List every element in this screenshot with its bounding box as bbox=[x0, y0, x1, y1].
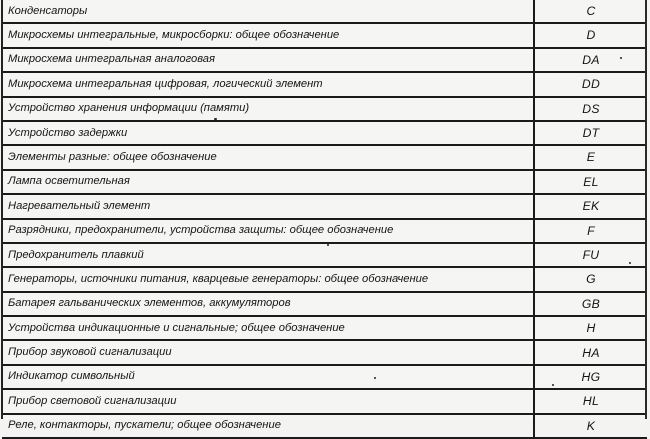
row-code: FU bbox=[534, 243, 647, 267]
row-description: Устройство хранения информации (памяти) bbox=[2, 97, 534, 121]
row-code: DT bbox=[534, 121, 647, 145]
scan-speck bbox=[620, 57, 622, 59]
table-row bbox=[2, 389, 647, 413]
row-description: Устройство задержки bbox=[2, 121, 534, 145]
table-row bbox=[2, 219, 647, 243]
row-code: DS bbox=[534, 97, 647, 121]
scan-speck bbox=[552, 384, 554, 386]
row-description: Элементы разные: общее обозначение bbox=[2, 145, 534, 169]
table-row bbox=[2, 316, 647, 340]
scan-speck bbox=[214, 118, 217, 120]
row-code: D bbox=[534, 23, 647, 47]
row-description: Устройства индикационные и сигнальные; общее обозначение bbox=[2, 316, 534, 340]
row-code: GB bbox=[534, 292, 647, 316]
table-row bbox=[2, 340, 647, 364]
row-code: EL bbox=[534, 170, 647, 194]
table-row bbox=[2, 194, 647, 218]
row-description: Прибор звуковой сигнализации bbox=[2, 340, 534, 364]
row-description: Лампа осветительная bbox=[2, 170, 534, 194]
scan-speck bbox=[629, 262, 631, 264]
row-description: Прибор световой сигнализации bbox=[2, 389, 534, 413]
table-row bbox=[2, 23, 647, 47]
scan-speck bbox=[327, 244, 329, 246]
table-row bbox=[2, 267, 647, 291]
table-row bbox=[2, 72, 647, 96]
table-row bbox=[2, 0, 647, 23]
row-description: Конденсаторы bbox=[2, 0, 534, 23]
row-description: Батарея гальванических элементов, аккумуляторов bbox=[2, 292, 534, 316]
table-row bbox=[2, 243, 647, 267]
table-row bbox=[2, 48, 647, 72]
row-code: HG bbox=[534, 365, 647, 389]
row-description: Разрядники, предохранители, устройства защиты: общее обозначение bbox=[2, 219, 534, 243]
table-row bbox=[2, 97, 647, 121]
row-code: DA bbox=[534, 48, 647, 72]
table-row bbox=[2, 365, 647, 389]
table-row bbox=[2, 121, 647, 145]
row-description: Реле, контакторы, пускатели; общее обозначение bbox=[2, 414, 534, 438]
table-row bbox=[2, 145, 647, 169]
row-code: K bbox=[534, 414, 647, 438]
row-code: EK bbox=[534, 194, 647, 218]
table-body bbox=[2, 0, 647, 438]
row-code: HA bbox=[534, 340, 647, 364]
row-description: Предохранитель плавкий bbox=[2, 243, 534, 267]
row-description: Микросхемы интегральные, микросборки: общее обозначение bbox=[2, 23, 534, 47]
row-description: Индикатор символьный bbox=[2, 365, 534, 389]
row-description: Нагревательный элемент bbox=[2, 194, 534, 218]
row-code: DD bbox=[534, 72, 647, 96]
row-description: Микросхема интегральная цифровая, логический элемент bbox=[2, 72, 534, 96]
table-right-border bbox=[645, 0, 647, 419]
row-code: F bbox=[534, 219, 647, 243]
row-code: H bbox=[534, 316, 647, 340]
table-row bbox=[2, 170, 647, 194]
row-description: Генераторы, источники питания, кварцевые генераторы: общее обозначение bbox=[2, 267, 534, 291]
table-row bbox=[2, 292, 647, 316]
scan-speck bbox=[374, 377, 376, 379]
table-row bbox=[2, 414, 647, 438]
table-left-border bbox=[1, 0, 3, 419]
row-code: C bbox=[534, 0, 647, 23]
row-code: HL bbox=[534, 389, 647, 413]
row-code: E bbox=[534, 145, 647, 169]
row-code: G bbox=[534, 267, 647, 291]
row-description: Микросхема интегральная аналоговая bbox=[2, 48, 534, 72]
designation-codes-table bbox=[2, 0, 647, 439]
